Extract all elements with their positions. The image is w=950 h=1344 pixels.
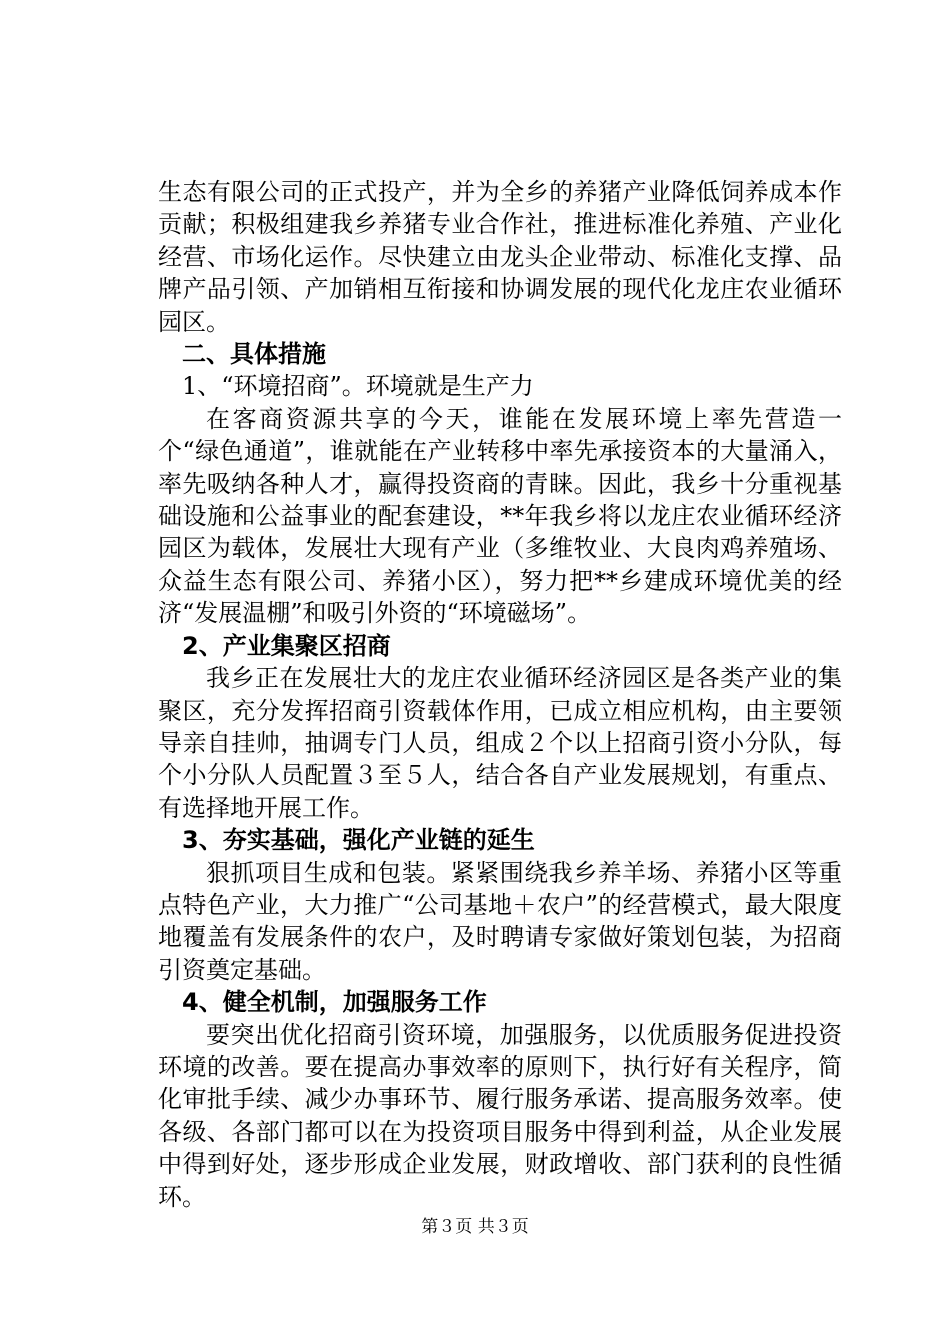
section-heading-measures: 二、具体措施 (182, 340, 326, 369)
paragraph-mechanism: 要突出优化招商引资环境，加强服务，以优质服务促进投资环境的改善。要在提高办事效率的原则下，执行好有关程序，简化审批手续、减少办事环节、履行服务承诺、提高服务效率。使各级、各部门都可以在为投资项目服务中得到利益，从企业发展中得到好处，逐步形成企业发展，财政增收、部门获利的良性循环。 (158, 1020, 842, 1211)
page-number-footer: 第３页 共３页 (421, 1217, 529, 1237)
document-body (158, 176, 842, 1213)
subheading-environment-investment: 1、“环境招商”。环境就是生产力 (182, 372, 534, 401)
paragraph-intro: 生态有限公司的正式投产，并为全乡的养猪产业降低饲养成本作贡献；积极组建我乡养猪专业合作社，推进标准化养殖、产业化经营、市场化运作。尽快建立由龙头企业带动、标准化支撑、品牌产品引领、产加销相互衔接和协调发展的现代化龙庄农业循环园区。 (158, 178, 842, 336)
paragraph-industry-cluster: 我乡正在发展壮大的龙庄农业循环经济园区是各类产业的集聚区，充分发挥招商引资载体作用，已成立相应机构，由主要领导亲自挂帅，抽调专门人员，组成２个以上招商引资小分队，每个小分队人员配置３至５人，结合各自产业发展规划，有重点、有选择地开展工作。 (158, 664, 842, 822)
subheading-foundation: 3、夯实基础，强化产业链的延生 (182, 826, 535, 855)
subheading-industry-cluster: 2、产业集聚区招商 (182, 631, 391, 660)
paragraph-environment: 在客商资源共享的今天，谁能在发展环境上率先营造一个“绿色通道”，谁就能在产业转移中率先承接资本的大量涌入，率先吸纳各种人才，赢得投资商的青睐。因此，我乡十分重视基础设施和公益事业的配套建设，**年我乡将以龙庄农业循环经济园区为载体，发展壮大现有产业（多维牧业、大良肉鸡养殖场、众益生态有限公司、养猪小区），努力把**乡建成环境优美的经济“发展温棚”和吸引外资的“环境磁场”。 (158, 404, 842, 628)
subheading-mechanism: 4、健全机制，加强服务工作 (182, 988, 487, 1017)
paragraph-foundation: 狠抓项目生成和包装。紧紧围绕我乡养羊场、养猪小区等重点特色产业，大力推广“公司基地＋农户”的经营模式，最大限度地覆盖有发展条件的农户，及时聘请专家做好策划包装，为招商引资奠定基础。 (158, 858, 842, 984)
